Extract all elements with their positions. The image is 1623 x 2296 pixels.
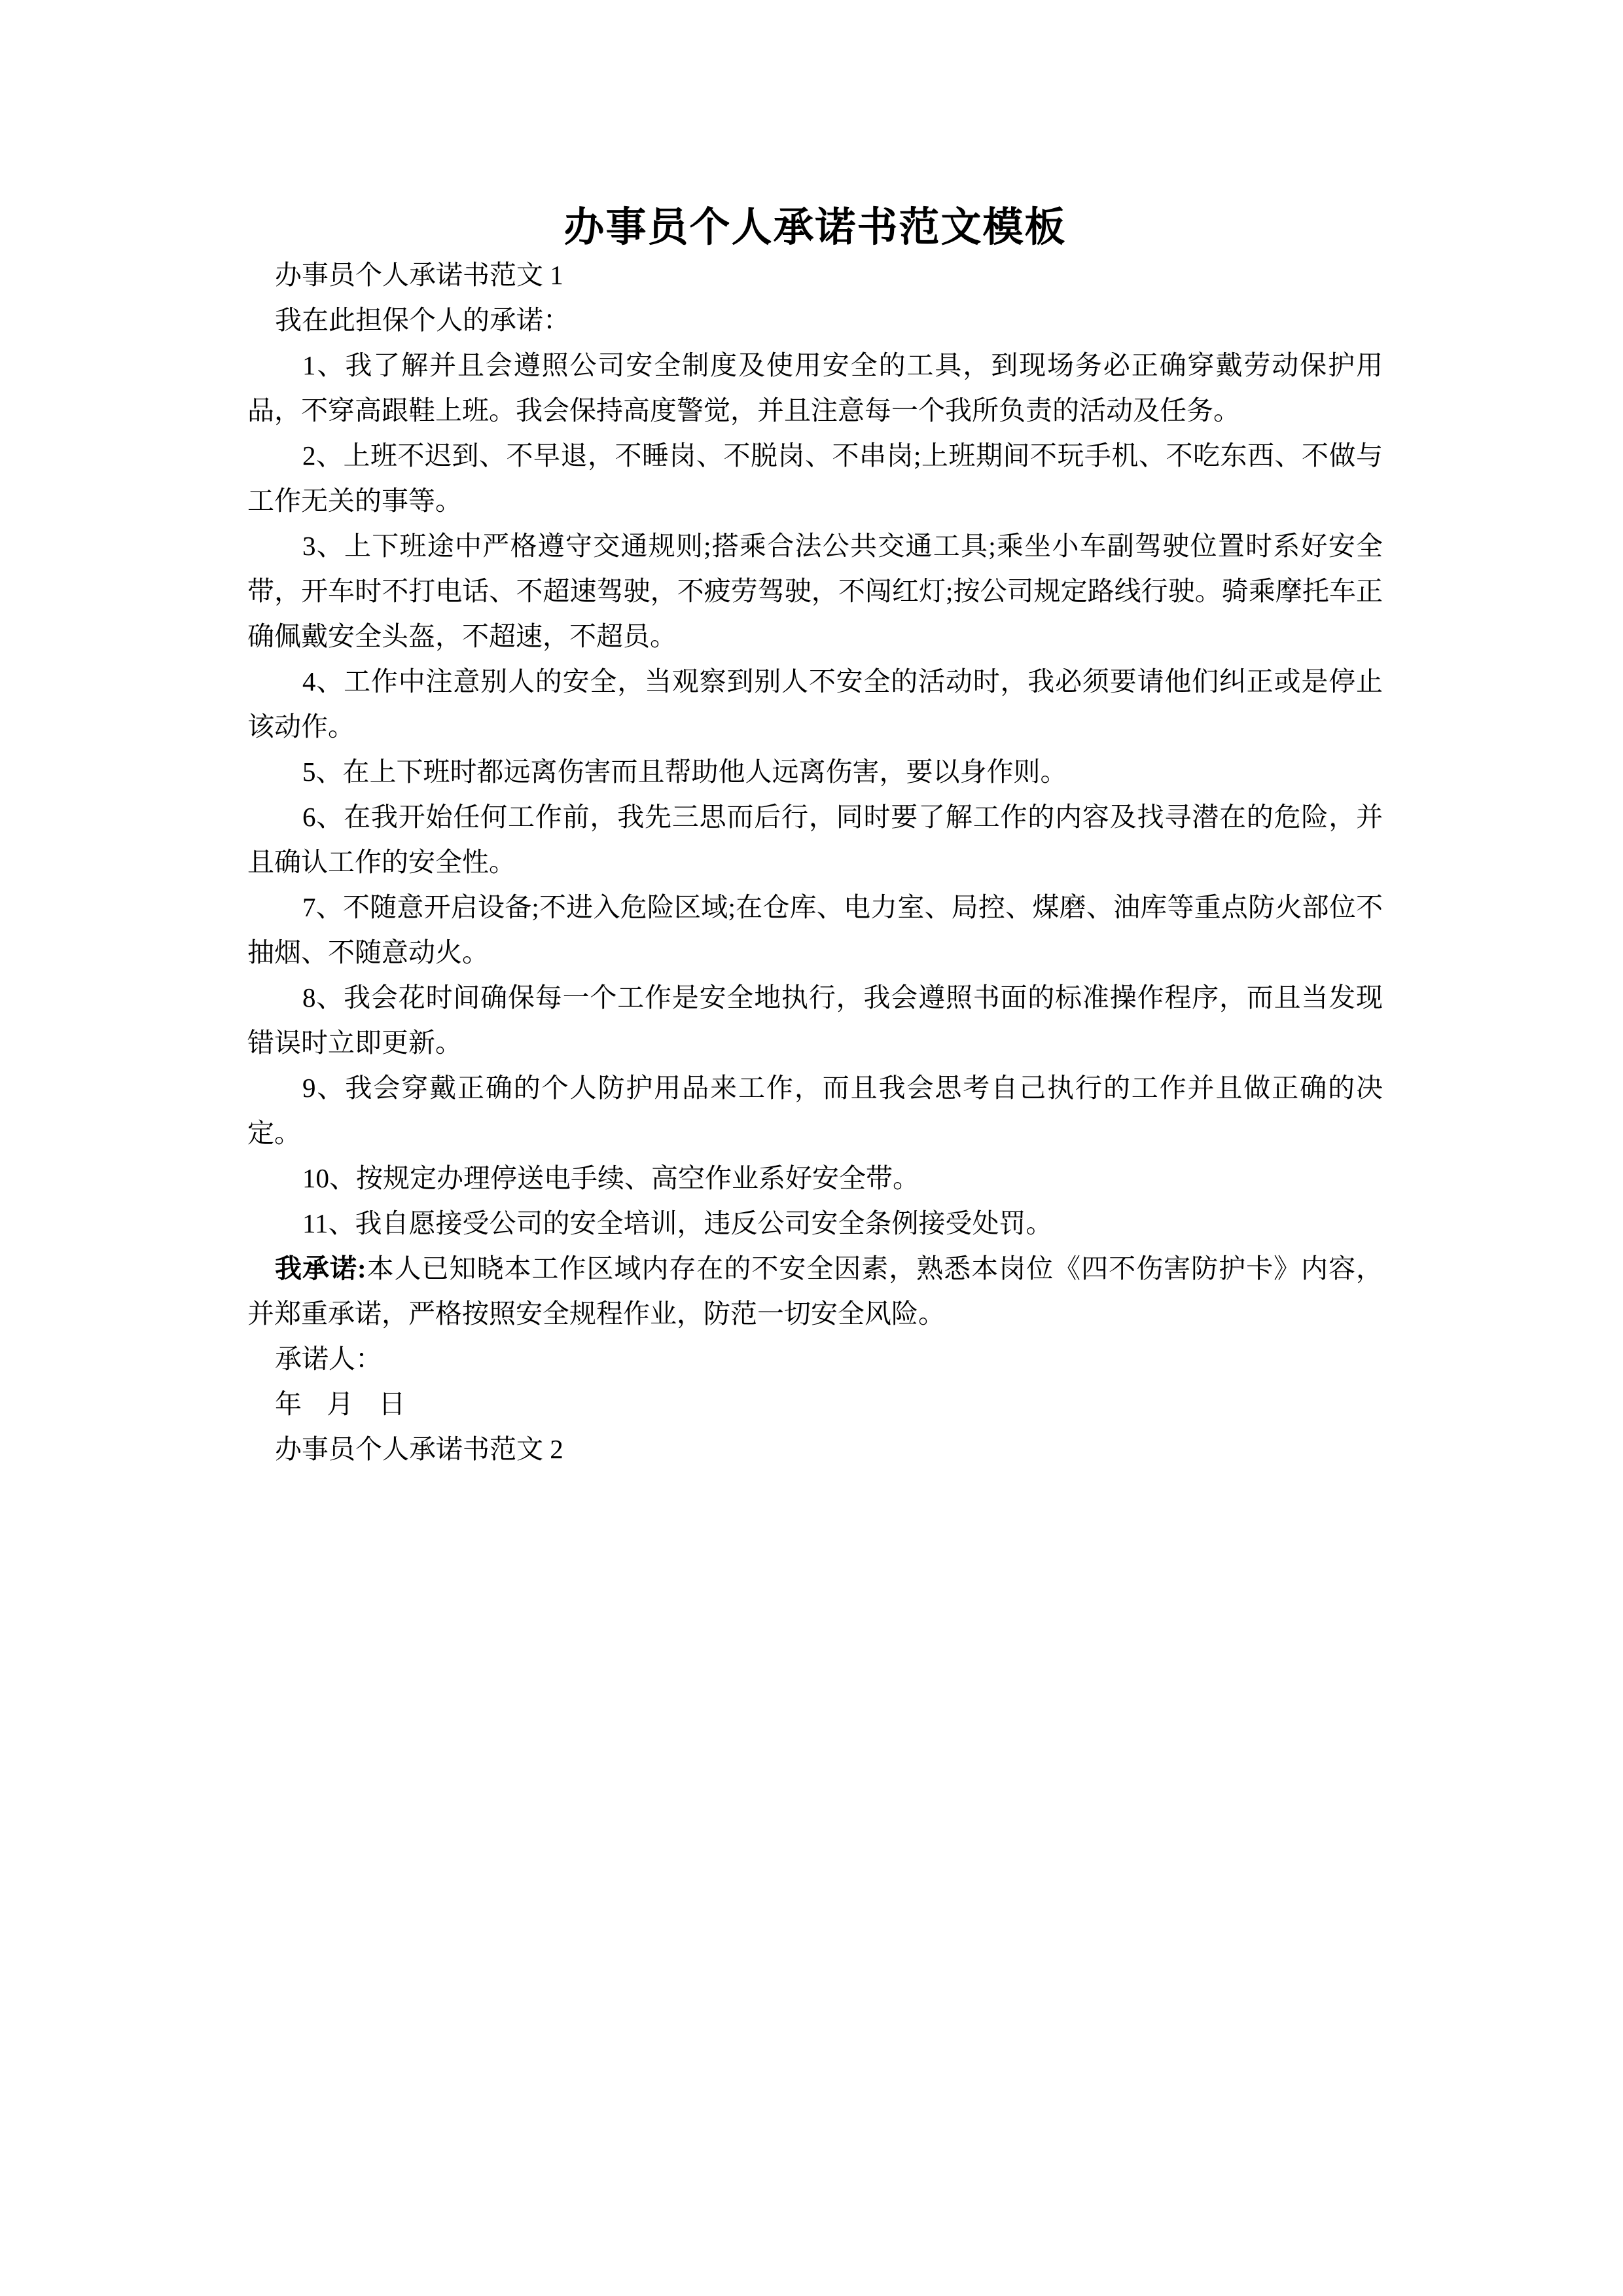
pledge-label: 我承诺: (275, 1253, 366, 1283)
signature-label: 承诺人： (275, 1344, 382, 1374)
list-item: 6、在我开始任何工作前，我先三思而后行，同时要了解工作的内容及找寻潜在的危险，并且确认工作的安全性。 (247, 802, 1383, 877)
list-item: 5、在上下班时都远离伤害而且帮助他人远离伤害，要以身作则。 (302, 757, 1067, 787)
list-item: 2、上班不迟到、不早退，不睡岗、不脱岗、不串岗;上班期间不玩手机、不吃东西、不做与工作无关的事等。 (247, 440, 1383, 516)
list-item: 10、按规定办理停送电手续、高空作业系好安全带。 (302, 1163, 919, 1193)
page-title: 办事员个人承诺书范文模板 (563, 203, 1067, 251)
pledge-body: 本人已知晓本工作区域内存在的不安全因素，熟悉本岗位《四不伤害防护卡》内容，并郑重承诺，严格按照安全规程作业，防范一切安全风险。 (247, 1253, 1383, 1329)
lead-paragraph: 我在此担保个人的承诺： (275, 305, 570, 335)
list-item: 11、我自愿接受公司的安全培训，违反公司安全条例接受处罚。 (302, 1208, 1053, 1238)
list-item: 9、我会穿戴正确的个人防护用品来工作，而且我会思考自己执行的工作并且做正确的决定。 (247, 1073, 1383, 1148)
list-item: 1、我了解并且会遵照公司安全制度及使用安全的工具，到现场务必正确穿戴劳动保护用品，不穿高跟鞋上班。我会保持高度警觉，并且注意每一个我所负责的活动及任务。 (247, 350, 1383, 425)
date-line: 年 月 日 (275, 1389, 415, 1419)
section-heading-1: 办事员个人承诺书范文 1 (275, 260, 563, 290)
pledge-paragraph (247, 1246, 1383, 1336)
list-item: 8、我会花时间确保每一个工作是安全地执行，我会遵照书面的标准操作程序，而且当发现错误时立即更新。 (247, 982, 1383, 1058)
section-heading-2: 办事员个人承诺书范文 2 (275, 1434, 563, 1464)
list-item: 4、工作中注意别人的安全，当观察到别人不安全的活动时，我必须要请他们纠正或是停止该动作。 (247, 666, 1383, 742)
document-body (247, 0, 1383, 1472)
list-item: 3、上下班途中严格遵守交通规则;搭乘合法公共交通工具;乘坐小车副驾驶位置时系好安全带，开车时不打电话、不超速驾驶，不疲劳驾驶，不闯红灯;按公司规定路线行驶。骑乘摩托车正确佩戴安全头盔，不超速，不超员。 (247, 531, 1383, 651)
list-item: 7、不随意开启设备;不进入危险区域;在仓库、电力室、局控、煤磨、油库等重点防火部位不抽烟、不随意动火。 (247, 892, 1383, 967)
